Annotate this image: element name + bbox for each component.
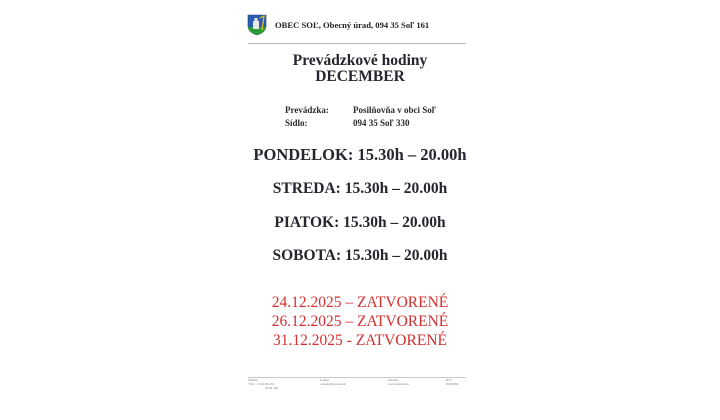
schedule-wednesday: STREDA: 15.30h – 20.00h xyxy=(272,180,448,197)
letterhead xyxy=(247,13,475,37)
footer-ico-value: 00332861 xyxy=(446,382,459,386)
header-divider xyxy=(248,43,466,44)
page-subtitle-month: DECEMBER xyxy=(315,68,405,85)
footer-email-label: E-mail xyxy=(320,378,329,382)
footer-ico-label: IČO xyxy=(446,378,452,382)
footer-phone xyxy=(248,378,278,390)
schedule-friday: PIATOK: 15.30h – 20.00h xyxy=(274,214,446,231)
closure-notice: 24.12.2025 – ZATVORENÉ xyxy=(271,294,449,311)
info-value: 094 35 Soľ 330 xyxy=(353,118,410,128)
info-label: Prevádzka: xyxy=(285,105,329,115)
info-value: Posilňovňa v obci Soľ xyxy=(353,105,436,115)
footer-ico xyxy=(446,378,459,386)
document-page xyxy=(240,0,480,420)
footer-divider xyxy=(248,377,466,378)
schedule-monday: PONDELOK: 15.30h – 20.00h xyxy=(253,145,467,164)
letterhead-text: OBEC SOĽ, Obecný úrad, 094 35 Soľ 161 xyxy=(275,20,430,30)
info-row-facility xyxy=(285,104,436,117)
info-row-address xyxy=(285,117,436,130)
footer-email-value: ocusol@slovanet.sk xyxy=(320,382,346,386)
facility-info xyxy=(285,104,436,130)
footer-phone-value: +421 - 57/44 96 433 xyxy=(248,382,275,386)
footer-internet xyxy=(388,378,409,386)
schedule-saturday: SOBOTA: 15.30h – 20.00h xyxy=(272,247,448,264)
closure-notice: 26.12.2025 – ZATVORENÉ xyxy=(271,313,449,330)
footer-internet-value: www.obecsol.sk xyxy=(388,382,409,386)
page-title: Prevádzkové hodiny xyxy=(292,52,428,69)
footer-phone-label: Telefón xyxy=(248,378,258,382)
municipal-coat-of-arms-icon xyxy=(247,14,267,36)
footer-email xyxy=(320,378,346,386)
closure-notice: 31.12.2025 - ZATVORENÉ xyxy=(273,332,447,349)
footer-internet-label: Internet xyxy=(388,378,398,382)
footer-phone-value-2: 44 96 329 xyxy=(265,386,278,390)
info-label: Sídlo: xyxy=(285,118,308,128)
